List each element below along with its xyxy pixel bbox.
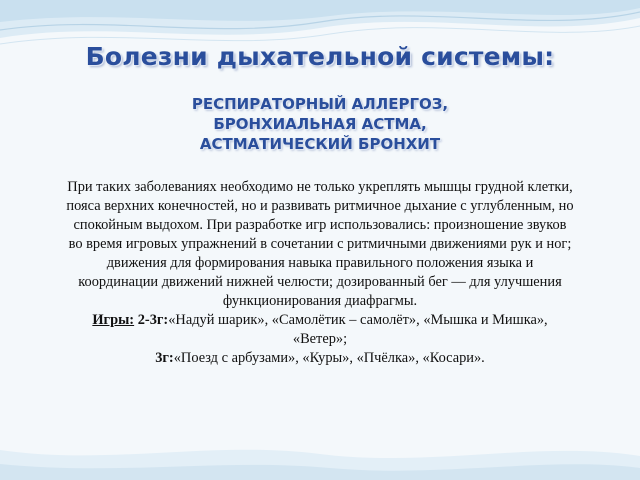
games-line-1 (66, 311, 574, 349)
body-text (66, 178, 574, 368)
age-group-label-2: 3г: (155, 350, 174, 366)
games-label: Игры: (92, 312, 135, 328)
subtitle-diseases (0, 94, 640, 154)
subtitle-line-2: БРОНХИАЛЬНАЯ АСТМА, (213, 115, 427, 133)
age-group-label-1: 2-3г: (137, 312, 169, 328)
age-group-games-1: «Надуй шарик», «Самолётик – самолёт», «Мышка и Мишка», «Ветер»; (168, 312, 548, 347)
description-paragraph: При таких заболеваниях необходимо не только укреплять мышцы грудной клетки, пояса верхних конечностей, но и развивать ритмичное дыхание с углубленным, но спокойным выдохом. При разработке игр использовались: произношение звуков во время игровых упражнений в сочетании с ритмичными движениями рук и ног; движения для формирования навыка правильного положения языка и координации движений нижней челюсти; дозированный бег — для улучшения функционирования диафрагмы. (66, 179, 574, 309)
subtitle-line-3: АСТМАТИЧЕСКИЙ БРОНХИТ (199, 135, 441, 153)
slide-title: Болезни дыхательной системы: (85, 42, 555, 71)
games-line-2 (66, 349, 574, 368)
subtitle-line-1: РЕСПИРАТОРНЫЙ АЛЛЕРГОЗ, (191, 95, 449, 113)
age-group-games-2: «Поезд с арбузами», «Куры», «Пчёлка», «Косари». (173, 350, 485, 366)
